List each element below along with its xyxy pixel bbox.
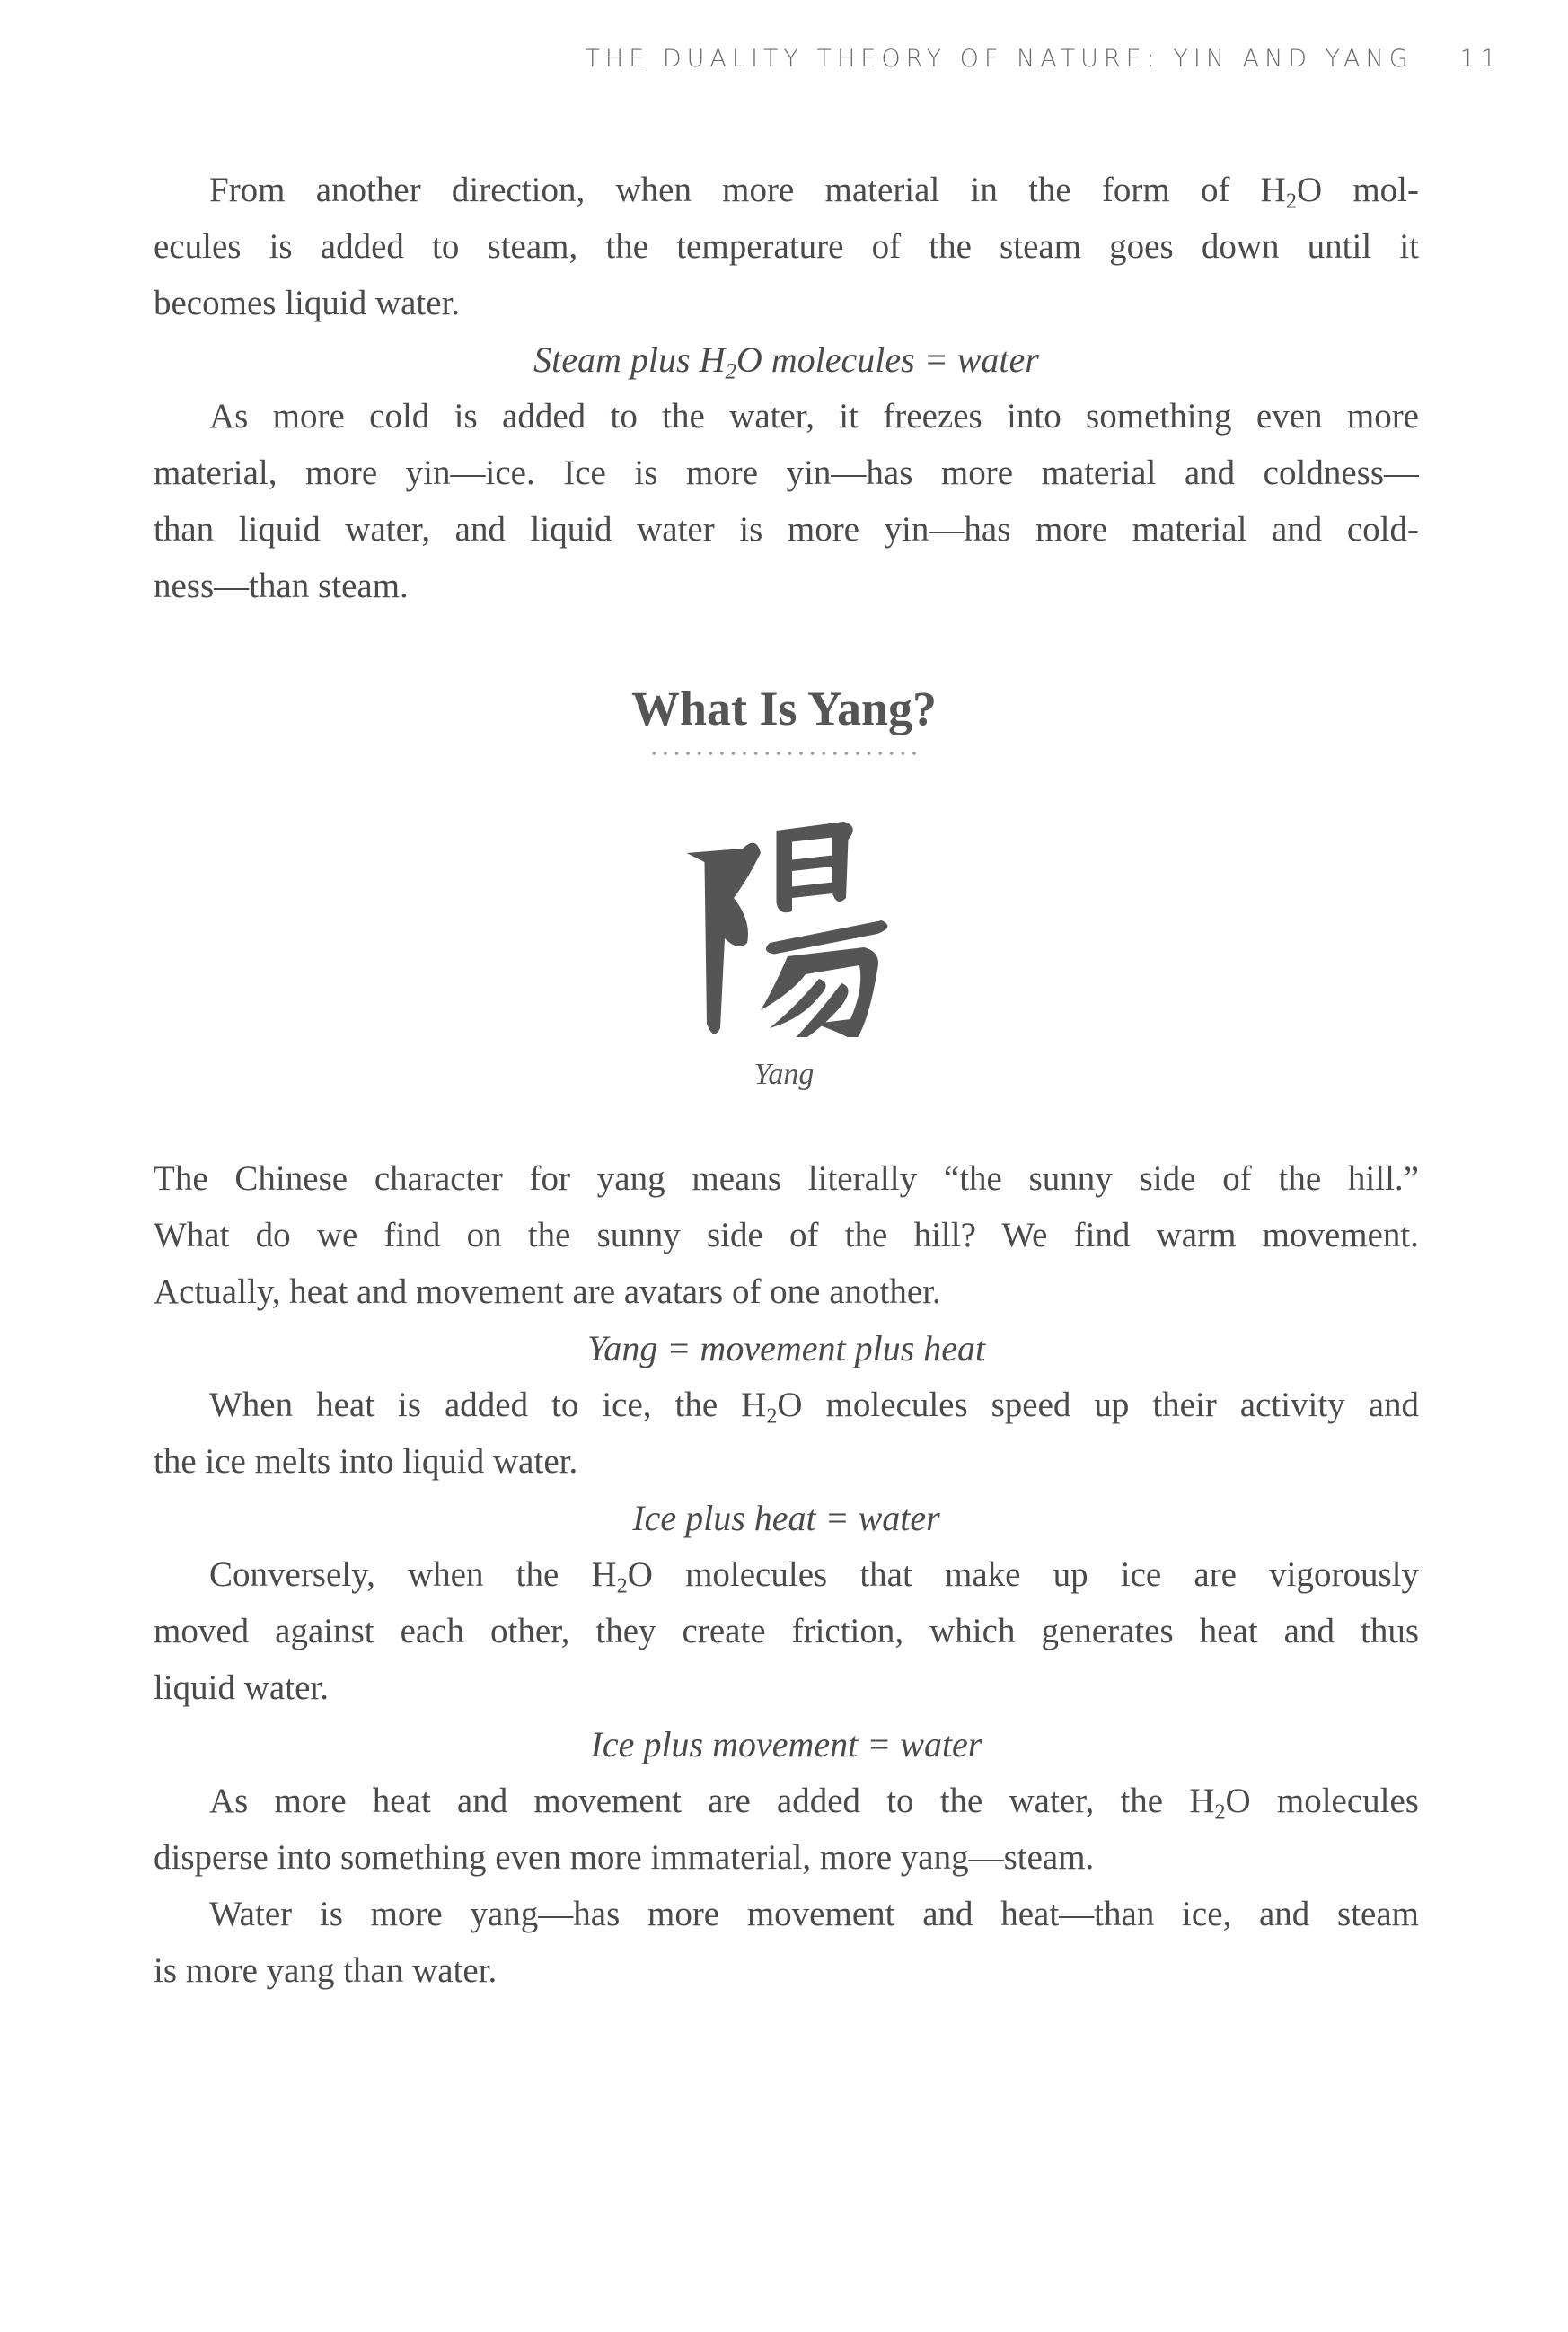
text-line: liquid water. bbox=[154, 1668, 329, 1707]
text-line: ecules is added to steam, the temperature of the steam goes down until it bbox=[154, 227, 1419, 266]
text-line: As more heat and movement are added to the water, the $H_2O$ molecules bbox=[209, 1782, 1419, 1825]
text-line: Actually, heat and movement are avatars of one another. bbox=[154, 1272, 941, 1311]
text-line: ness—than steam. bbox=[154, 567, 409, 605]
text-line: When heat is added to ice, the $H_2O$ molecules speed up their activity and bbox=[209, 1386, 1419, 1429]
running-head-title: THE DUALITY THEORY OF NATURE: YIN AND YANG bbox=[585, 45, 1414, 73]
text-line: the ice melts into liquid water. bbox=[154, 1442, 578, 1481]
text-line: material, more yin—ice. Ice is more yin—has more material and coldness— bbox=[154, 453, 1419, 492]
text-line: becomes liquid water. bbox=[154, 284, 461, 322]
equation-line: Ice plus heat = water bbox=[632, 1498, 940, 1538]
equation-line: Steam plus $H_2O$ molecules = water bbox=[533, 339, 1039, 384]
text-line: As more cold is added to the water, it freezes into something even more bbox=[209, 397, 1419, 436]
body-text-section-2 bbox=[154, 1150, 1419, 1999]
text-line: Conversely, when the $H_2O$ molecules that make up ice are vigorously bbox=[209, 1555, 1419, 1598]
text-line: than liquid water, and liquid water is more yin—has more material and cold- bbox=[154, 510, 1419, 549]
figure-caption: Yang bbox=[753, 1058, 815, 1091]
text-line: moved against each other, they create friction, which generates heat and thus bbox=[154, 1612, 1419, 1650]
page-number: 11 bbox=[1459, 45, 1502, 73]
text-line: From another direction, when more material in the form of $H_2O$ mol- bbox=[209, 171, 1419, 214]
equation-line: Yang = movement plus heat bbox=[586, 1328, 986, 1368]
yang-character-image bbox=[675, 804, 900, 1037]
text-line: disperse into something even more immaterial, more yang—steam. bbox=[154, 1838, 1095, 1877]
section-heading: What Is Yang? bbox=[630, 682, 938, 735]
body-text-section-1 bbox=[154, 162, 1419, 614]
text-line: is more yang than water. bbox=[154, 1951, 498, 1990]
dotted-rule bbox=[648, 751, 921, 756]
text-line: What do we find on the sunny side of the hill? We find warm movement. bbox=[154, 1216, 1419, 1254]
running-head bbox=[585, 45, 1502, 73]
text-line: The Chinese character for yang means literally “the sunny side of the hill.” bbox=[154, 1159, 1419, 1198]
text-line: Water is more yang—has more movement and heat—than ice, and steam bbox=[209, 1895, 1419, 1933]
equation-line: Ice plus movement = water bbox=[590, 1724, 982, 1764]
